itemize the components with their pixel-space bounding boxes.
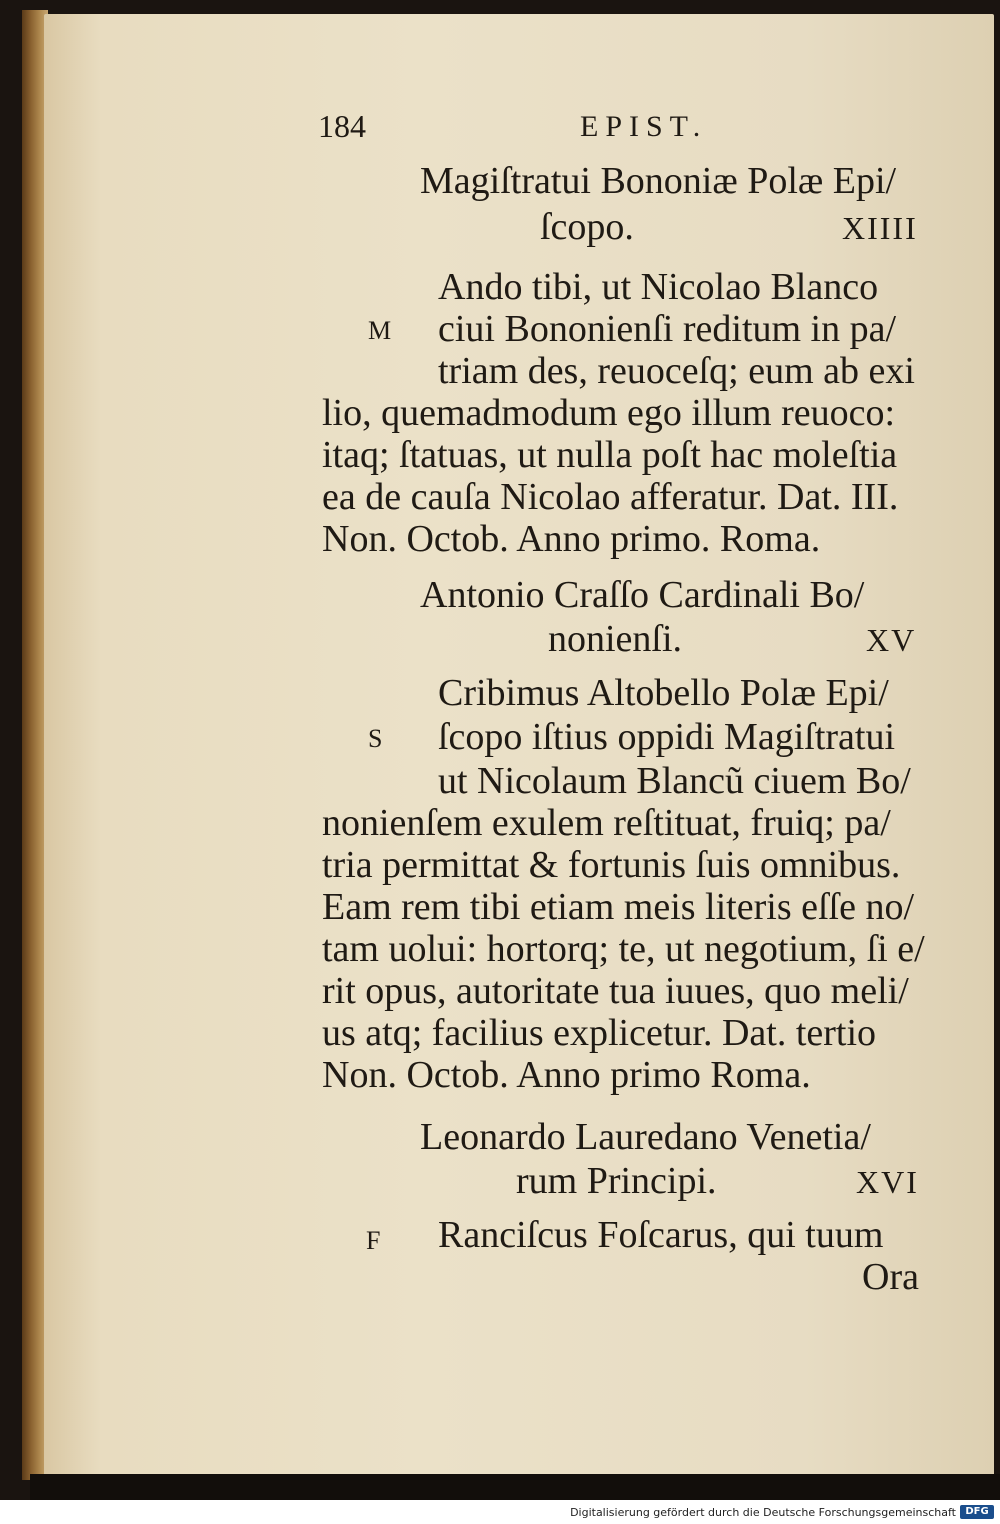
footer-credit: Digitalisierung gefördert durch die Deutsche Forschungsgemeinschaft	[570, 1506, 956, 1519]
running-title: EPIST.	[580, 110, 708, 143]
letter-body-line: lio, quemadmodum ego illum reuoco:	[322, 392, 896, 434]
catchword: Ora	[862, 1256, 919, 1298]
letter-body-line: Non. Octob. Anno primo Roma.	[322, 1054, 811, 1096]
letter-body-line: ea de cauſa Nicolao afferatur. Dat. III.	[322, 476, 899, 518]
letter-number: XV	[866, 622, 917, 658]
letter-number: XVI	[856, 1164, 919, 1200]
drop-initial: M	[368, 316, 392, 345]
page-number: 184	[318, 108, 366, 144]
letter-body-line: Cribimus Altobello Polæ Epi/	[438, 672, 889, 714]
letter-body-line: rit opus, autoritate tua iuues, quo meli/	[322, 970, 909, 1012]
letter-body-line: ſcopo iſtius oppidi Magiſtratui	[438, 716, 896, 758]
drop-initial: F	[366, 1226, 381, 1255]
letter-heading-line: Magiſtratui Bononiæ Polæ Epi/	[420, 160, 897, 202]
letter-number: XIIII	[842, 210, 918, 246]
letter-body-line: ut Nicolaum Blancũ ciuem Bo/	[438, 760, 911, 802]
letter-body-line: Non. Octob. Anno primo. Roma.	[322, 518, 821, 560]
letter-body-line: Ando tibi, ut Nicolao Blanco	[438, 266, 879, 308]
letter-body-line: us atq; facilius explicetur. Dat. tertio	[322, 1012, 877, 1054]
book-bottom-shadow	[30, 1474, 1000, 1500]
letter-heading-line: Antonio Craſſo Cardinali Bo/	[420, 574, 865, 616]
letter-heading-line: Leonardo Lauredano Venetia/	[420, 1116, 871, 1158]
letter-heading-line: rum Principi.	[516, 1160, 717, 1202]
drop-initial: S	[368, 724, 383, 753]
letter-body-line: nonienſem exulem reſtituat, fruiq; pa/	[322, 802, 891, 844]
letter-body-line: ciui Bononienſi reditum in pa/	[438, 308, 897, 350]
letter-body-line: Eam rem tibi etiam meis literis eſſe no/	[322, 886, 915, 928]
dfg-logo-icon: DFG	[960, 1505, 994, 1519]
letter-body-line: Ranciſcus Foſcarus, qui tuum	[438, 1214, 884, 1256]
letter-heading-line: nonienſi.	[548, 618, 683, 660]
letter-body-line: tam uolui: hortorq; te, ut negotium, ſi e/	[322, 928, 925, 970]
letter-body-line: itaq; ſtatuas, ut nulla poſt hac moleſtia	[322, 434, 898, 476]
letter-heading-line: ſcopo.	[540, 206, 634, 248]
letter-body-line: triam des, reuoceſq; eum ab exi	[438, 350, 915, 392]
letter-body-line: tria permittat & fortunis ſuis omnibus.	[322, 844, 901, 886]
